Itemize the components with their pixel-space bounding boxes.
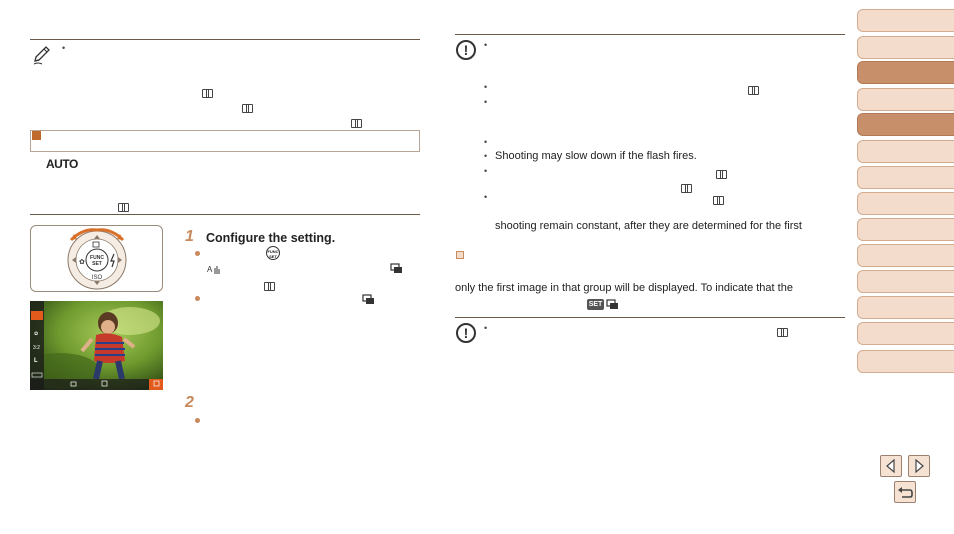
list-bullet: • xyxy=(484,151,488,161)
sidebar-tab-7[interactable] xyxy=(857,166,954,189)
book-icon[interactable] xyxy=(681,184,692,192)
lcd-menu-size: L xyxy=(34,358,38,364)
caution-icon: ! xyxy=(456,40,476,60)
sidebar-tab-9[interactable] xyxy=(857,218,954,241)
step-bullet xyxy=(195,418,200,423)
dial-func-label: FUNC xyxy=(90,255,104,261)
section-header-marker xyxy=(32,131,41,140)
sidebar-tab-6[interactable] xyxy=(857,140,954,163)
svg-text:✿: ✿ xyxy=(34,331,39,337)
sidebar-tab-10[interactable] xyxy=(857,244,954,267)
top-rule-left xyxy=(30,39,420,40)
continuous-shooting-icon xyxy=(390,263,403,274)
constant-settings-text: shooting remain constant, after they are determined for the first xyxy=(495,220,802,232)
back-button[interactable] xyxy=(894,481,916,503)
book-icon[interactable] xyxy=(748,86,759,94)
svg-text:✿: ✿ xyxy=(79,259,85,266)
camera-lcd-screen xyxy=(30,301,163,390)
set-badge: SET xyxy=(588,301,603,308)
mid-rule-left xyxy=(30,214,420,215)
book-icon[interactable] xyxy=(118,203,129,211)
top-rule-right xyxy=(455,34,845,35)
book-icon[interactable] xyxy=(242,104,253,112)
step-bullet xyxy=(195,251,200,256)
section-header-bar xyxy=(30,130,420,152)
sidebar-tab-11[interactable] xyxy=(857,270,954,293)
dial-set-label: SET xyxy=(92,261,102,267)
step-number-1: 1 xyxy=(185,228,194,245)
arrow-right-icon xyxy=(909,456,929,476)
list-bullet: • xyxy=(484,97,488,107)
caution-rule xyxy=(455,317,845,318)
list-bullet: • xyxy=(484,82,488,92)
sidebar-tab-1[interactable] xyxy=(857,9,954,32)
first-image-text: only the first image in that group will be displayed. To indicate that the xyxy=(455,282,793,294)
auto-drive-icon xyxy=(207,263,221,275)
caution-bullet: • xyxy=(484,40,488,50)
sidebar-tab-4[interactable] xyxy=(857,88,954,111)
func-set-button-icon: FUNC SET xyxy=(266,246,280,260)
lcd-photo xyxy=(30,301,163,390)
step-number-2: 2 xyxy=(185,394,194,411)
sidebar-tab-3[interactable] xyxy=(857,61,954,84)
sidebar-tab-14[interactable] xyxy=(857,350,954,373)
note-bullet: • xyxy=(62,43,66,53)
book-icon[interactable] xyxy=(264,282,275,290)
list-bullet: • xyxy=(484,192,488,202)
book-icon[interactable] xyxy=(202,89,213,97)
sidebar-tab-13[interactable] xyxy=(857,322,954,345)
subsection-marker xyxy=(456,251,464,259)
sidebar-tab-12[interactable] xyxy=(857,296,954,319)
caution-icon: ! xyxy=(456,323,476,343)
sidebar-tab-2[interactable] xyxy=(857,36,954,59)
step-bullet xyxy=(195,296,200,301)
control-dial-panel xyxy=(30,225,163,292)
pencil-note-icon xyxy=(32,44,52,66)
continuous-shooting-icon xyxy=(606,299,619,310)
book-icon[interactable] xyxy=(777,328,788,336)
book-icon[interactable] xyxy=(713,196,724,204)
arrow-left-icon xyxy=(881,456,901,476)
sidebar-tab-5[interactable] xyxy=(857,113,954,136)
list-bullet: • xyxy=(484,166,488,176)
return-icon xyxy=(895,482,915,502)
book-icon[interactable] xyxy=(351,119,362,127)
step1-title: Configure the setting. xyxy=(206,231,336,245)
sidebar-tab-8[interactable] xyxy=(857,192,954,215)
caution-bullet: • xyxy=(484,323,488,333)
continuous-shooting-icon xyxy=(362,294,375,305)
next-page-button[interactable] xyxy=(908,455,930,477)
prev-page-button[interactable] xyxy=(880,455,902,477)
svg-text:A: A xyxy=(207,265,213,274)
dial-iso-label: ISO xyxy=(91,275,103,281)
lcd-menu-ratio: 3:2 xyxy=(33,345,40,351)
list-bullet: • xyxy=(484,137,488,147)
auto-mode-label: AUTO xyxy=(46,157,78,171)
flash-slowdown-text: Shooting may slow down if the flash fires. xyxy=(495,150,697,162)
control-dial-illustration xyxy=(31,226,164,293)
book-icon[interactable] xyxy=(716,170,727,178)
